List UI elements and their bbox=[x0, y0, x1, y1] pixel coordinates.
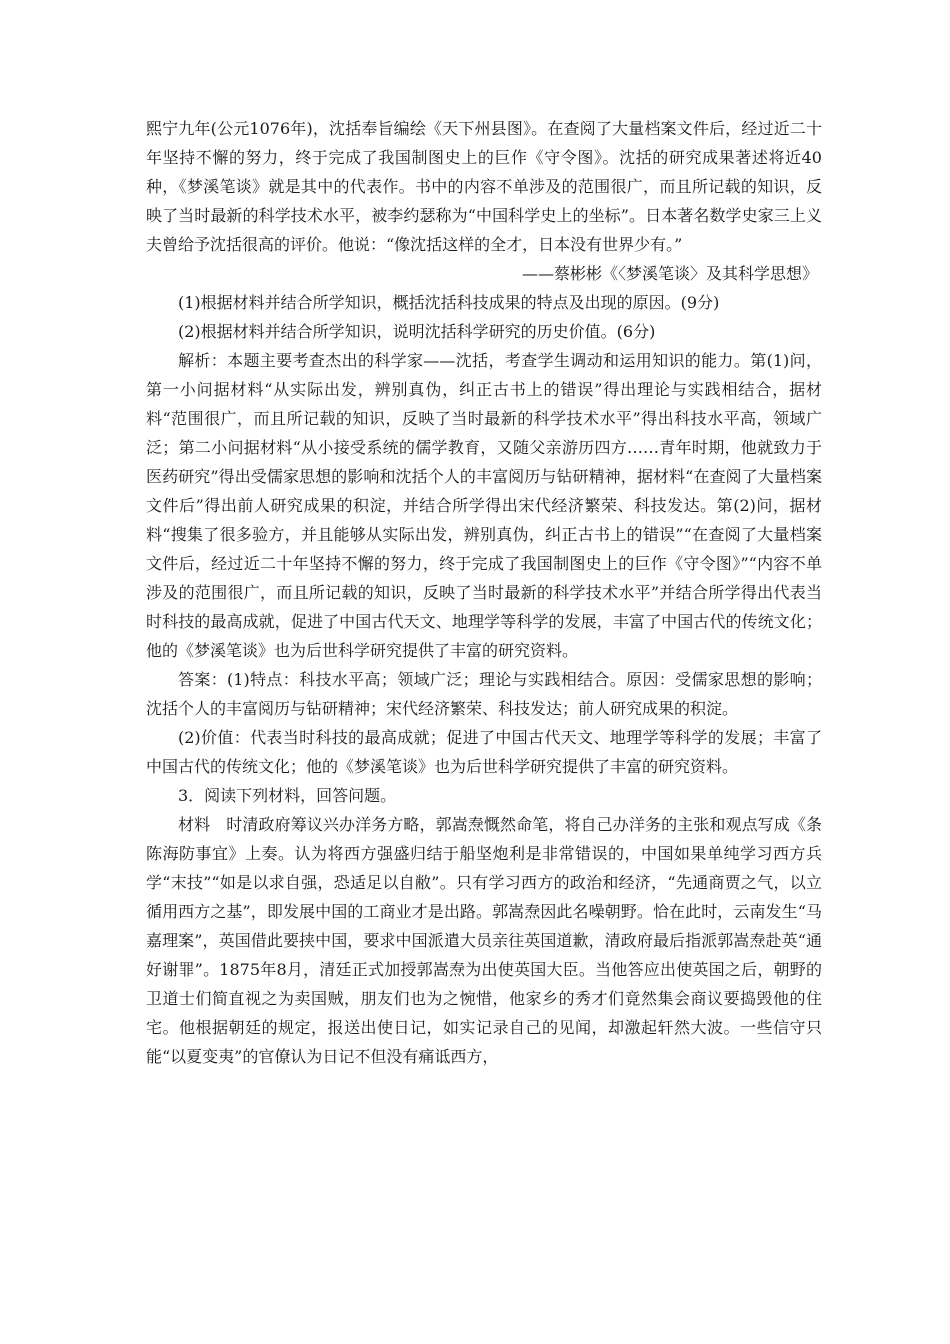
material-attribution: ——蔡彬彬《〈梦溪笔谈〉及其科学思想》 bbox=[521, 264, 818, 283]
question-1: (1)根据材料并结合所学知识，概括沈括科技成果的特点及出现的原因。(9分) bbox=[178, 293, 720, 312]
material-paragraph: 熙宁九年(公元1076年)，沈括奉旨编绘《天下州县图》。在查阅了大量档案文件后，经过近二十年坚持不懈的努力，终于完成了我国制图史上的巨作《守令图》。沈括的研究成果著述将近40种，《梦溪笔谈》就是其中的代表作。书中的内容不单涉及的范围很广，而且所记载的知识，反映了当时最新的科学技术水平，被李约瑟称为“中国科学史上的坐标”。日本著名数学史家三上义夫曾给予沈括很高的评价。他说：“像沈括这样的全才，日本没有世界少有。” bbox=[146, 119, 822, 254]
analysis-paragraph: 解析：本题主要考查杰出的科学家——沈括，考查学生调动和运用知识的能力。第(1)问，第一小问据材料“从实际出发，辨别真伪，纠正古书上的错误”得出理论与实践相结合，据材料“范围很广，而且所记载的知识，反映了当时最新的科学技术水平”得出科技水平高，领域广泛；第二小问据材料“从小接受系统的儒学教育，又随父亲游历四方……青年时期，他就致力于医药研究”得出受儒家思想的影响和沈括个人的丰富阅历与钻研精神，据材料“在查阅了大量档案文件后”得出前人研究成果的积淀，并结合所学得出宋代经济繁荣、科技发达。第(2)问，据材料“搜集了很多验方，并且能够从实际出发，辨别真伪，纠正古书上的错误”“在查阅了大量档案文件后，经过近二十年坚持不懈的努力，终于完成了我国制图史上的巨作《守令图》”“内容不单涉及的范围很广，而且所记载的知识，反映了当时最新的科学技术水平”并结合所学得出代表当时科技的最高成就，促进了中国古代天文、地理学等科学的发展，丰富了中国古代的传统文化；他的《梦溪笔谈》也为后世科学研究提供了丰富的研究资料。 bbox=[146, 351, 822, 660]
document-page bbox=[146, 114, 822, 1071]
answer-1: 答案：(1)特点：科技水平高；领域广泛；理论与实践相结合。原因：受儒家思想的影响；沈括个人的丰富阅历与钻研精神；宋代经济繁荣、科技发达；前人研究成果的积淀。 bbox=[146, 670, 822, 718]
question-2: (2)根据材料并结合所学知识，说明沈括科学研究的历史价值。(6分) bbox=[178, 322, 656, 341]
answer-2: (2)价值：代表当时科技的最高成就；促进了中国古代天文、地理学等科学的发展；丰富了中国古代的传统文化；他的《梦溪笔谈》也为后世科学研究提供了丰富的研究资料。 bbox=[146, 728, 822, 776]
material-3-paragraph: 材料 时清政府筹议兴办洋务方略，郭嵩焘慨然命笔，将自己办洋务的主张和观点写成《条陈海防事宜》上奏。认为将西方强盛归结于船坚炮利是非常错误的，中国如果单纯学习西方兵学“末技”“如是以求自强，恐适足以自敝”。只有学习西方的政治和经济，“先通商贾之气，以立循用西方之基”，即发展中国的工商业才是出路。郭嵩焘因此名噪朝野。恰在此时，云南发生“马嘉理案”，英国借此要挟中国，要求中国派遣大员亲往英国道歉，清政府最后指派郭嵩焘赴英“通好谢罪”。1875年8月，清廷正式加授郭嵩焘为出使英国大臣。当他答应出使英国之后，朝野的卫道士们简直视之为卖国贼，朋友们也为之惋惜，他家乡的秀才们竟然集会商议要捣毁他的住宅。他根据朝廷的规定，报送出使日记，如实记录自己的见闻，却激起轩然大波。一些信守只能“以夏变夷”的官僚认为日记不但没有痛诋西方， bbox=[146, 815, 822, 1066]
question-3-title: 3．阅读下列材料，回答问题。 bbox=[178, 786, 397, 805]
